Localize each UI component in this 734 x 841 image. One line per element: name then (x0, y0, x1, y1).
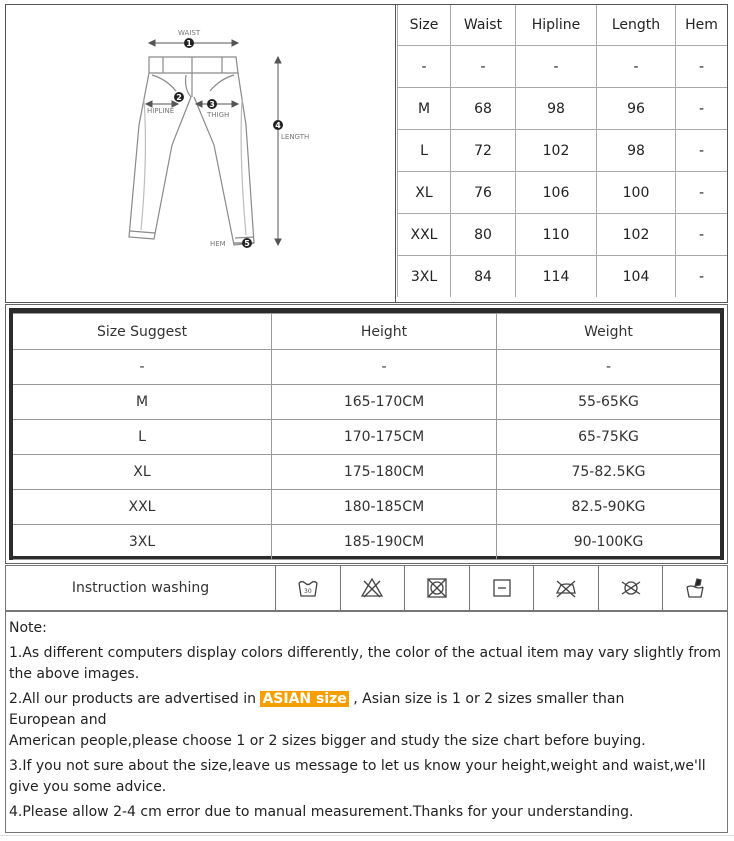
size-chart-section (5, 4, 728, 303)
cell: L (13, 420, 272, 455)
cell: XXL (13, 490, 272, 525)
cell: 80 (451, 214, 516, 256)
suggest-header-row (13, 314, 720, 350)
cell: - (398, 46, 451, 88)
cell: 84 (451, 256, 516, 298)
size-suggest-section (5, 304, 728, 564)
cell: 165-170CM (272, 385, 497, 420)
cell: 98 (597, 130, 676, 172)
marker-5: 5 (244, 239, 250, 248)
no-dry-clean-icon (599, 566, 664, 610)
cell: - (676, 256, 728, 298)
cell: 96 (597, 88, 676, 130)
cell: - (497, 350, 721, 385)
table-row (398, 172, 728, 214)
cell: 110 (516, 214, 597, 256)
cell: 102 (516, 130, 597, 172)
cell: 76 (451, 172, 516, 214)
note-2-line2: European and (9, 712, 107, 728)
cell: 106 (516, 172, 597, 214)
size-table-header (398, 5, 728, 46)
table-row (398, 214, 728, 256)
hipline-label: HIPLINE (147, 107, 175, 115)
washing-instructions (5, 565, 728, 611)
cell: 75-82.5KG (497, 455, 721, 490)
table-row (13, 350, 720, 385)
waist-label: WAIST (178, 29, 201, 37)
table-row (13, 490, 720, 525)
header-waist: Waist (451, 5, 516, 46)
iron-low-icon (534, 566, 599, 610)
cell: 175-180CM (272, 455, 497, 490)
marker-4: 4 (275, 121, 281, 130)
table-row (13, 420, 720, 455)
cell: 72 (451, 130, 516, 172)
header-hem: Hem (676, 5, 728, 46)
cell: 65-75KG (497, 420, 721, 455)
header-hipline: Hipline (516, 5, 597, 46)
cell: M (13, 385, 272, 420)
cell: 102 (597, 214, 676, 256)
cell: 90-100KG (497, 525, 721, 560)
cell: - (676, 130, 728, 172)
cell: 100 (597, 172, 676, 214)
pants-illustration (6, 5, 395, 302)
cell: - (516, 46, 597, 88)
cell: M (398, 88, 451, 130)
note-2 (9, 689, 727, 710)
note-2-suffix: , Asian size is 1 or 2 sizes smaller than (348, 691, 625, 707)
note-1: 1.As different computers display colors differently, the color of the actual item may vary slightly from the above images. (9, 645, 721, 682)
thigh-label: THIGH (207, 111, 230, 119)
cell: - (272, 350, 497, 385)
line-dry-icon (470, 566, 535, 610)
cell: 104 (597, 256, 676, 298)
note-2-line3: American people,please choose 1 or 2 sizes bigger and study the size chart before buying. (9, 733, 646, 749)
svg-text:30: 30 (303, 588, 312, 595)
washing-label: Instruction washing (6, 566, 276, 610)
length-label: LENGTH (281, 133, 310, 141)
marker-3: 3 (209, 100, 215, 109)
no-bleach-icon (341, 566, 406, 610)
cell: 114 (516, 256, 597, 298)
table-row (398, 88, 728, 130)
cell: - (13, 350, 272, 385)
table-row (13, 455, 720, 490)
header-height: Height (272, 314, 497, 350)
table-row (13, 385, 720, 420)
cell: 185-190CM (272, 525, 497, 560)
size-table (397, 5, 727, 297)
cell: - (676, 214, 728, 256)
cell: 68 (451, 88, 516, 130)
table-row (398, 130, 728, 172)
note-4: 4.Please allow 2-4 cm error due to manual measurement.Thanks for your understanding. (9, 804, 634, 820)
cell: - (676, 172, 728, 214)
cell: 170-175CM (272, 420, 497, 455)
cell: L (398, 130, 451, 172)
hem-label: HEM (210, 240, 226, 248)
cell: 55-65KG (497, 385, 721, 420)
cell: 82.5-90KG (497, 490, 721, 525)
size-suggest-table (13, 313, 720, 560)
cell: XXL (398, 214, 451, 256)
header-weight: Weight (497, 314, 721, 350)
pants-diagram (6, 5, 396, 302)
header-size: Size (398, 5, 451, 46)
cell: XL (13, 455, 272, 490)
cell: - (597, 46, 676, 88)
wash-30-icon (276, 566, 341, 610)
hand-wash-icon (663, 566, 727, 610)
notes-title: Note: (9, 620, 47, 636)
header-length: Length (597, 5, 676, 46)
table-row (13, 525, 720, 560)
cell: 3XL (398, 256, 451, 298)
header-size-suggest: Size Suggest (13, 314, 272, 350)
cell: XL (398, 172, 451, 214)
cell: 180-185CM (272, 490, 497, 525)
cell: - (451, 46, 516, 88)
no-tumble-dry-icon (405, 566, 470, 610)
cell: 98 (516, 88, 597, 130)
cell: - (676, 88, 728, 130)
marker-2: 2 (176, 93, 182, 102)
notes-section (5, 611, 728, 833)
asian-size-highlight: ASIAN size (262, 691, 347, 707)
bottom-divider (0, 835, 734, 836)
table-row (398, 46, 728, 88)
size-suggest-frame (9, 308, 724, 560)
cell: 3XL (13, 525, 272, 560)
table-row (398, 256, 728, 298)
marker-1: 1 (186, 39, 192, 48)
note-2-prefix: 2.All our products are advertised in (9, 691, 261, 707)
note-3: 3.If you not sure about the size,leave us message to let us know your height,weight and waist,we'll give you some advice. (9, 758, 706, 795)
cell: - (676, 46, 728, 88)
